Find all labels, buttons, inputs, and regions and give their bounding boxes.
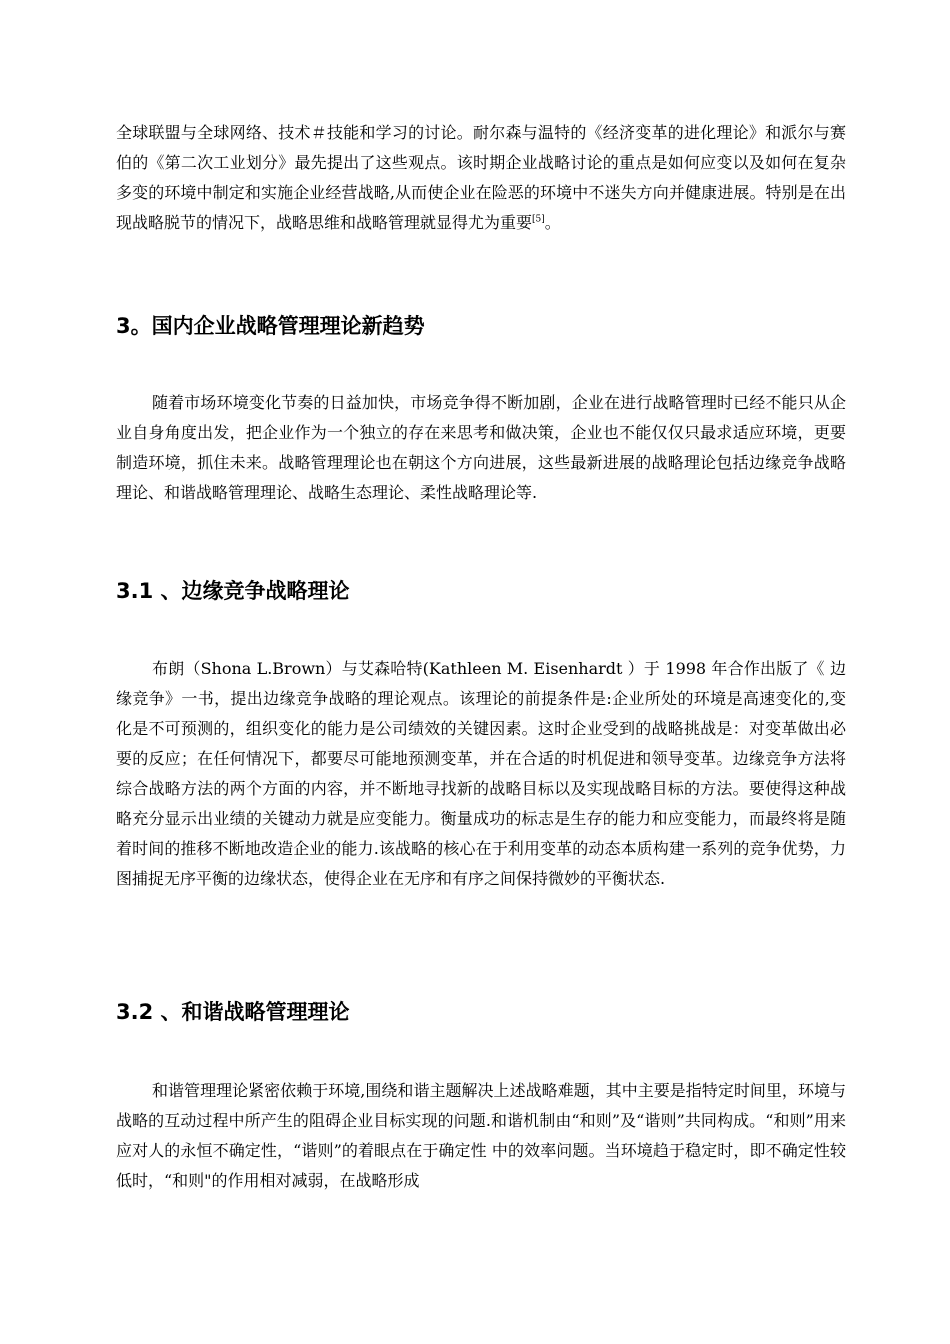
heading-section-3-2: 3.2 、和谐战略管理理论 bbox=[116, 1000, 350, 1024]
paragraph-intro-end: 。 bbox=[544, 213, 561, 232]
heading-section-3-1: 3.1 、边缘竞争战略理论 bbox=[116, 579, 350, 603]
paragraph-section-3-1: 布朗（Shona L.Brown）与艾森哈特(Kathleen M. Eisenhardt ）于 1998 年合作出版了《 边缘竞争》一书，提出边缘竞争战略的理论观点。该理论的前提条件是:企业所处的环境是高速变化的,变化是不可预测的，组织变化的能力是公司绩效的关键因素。这时企业受到的战略挑战是：对变革做出必要的反应；在任何情况下，都要尽可能地预测变革，并在合适的时机促进和领导变革。边缘竞争方法将综合战略方法的两个方面的内容，并不断地寻找新的战略目标以及实现战略目标的方法。要使得这种战略充分显示出业绩的关键动力就是应变能力。衡量成功的标志是生存的能力和应变能力，而最终将是随着时间的推移不断地改造企业的能力.该战略的核心在于利用变革的动态本质构建一系列的竞争优势，力图捕捉无序平衡的边缘状态，使得企业在无序和有序之间保持微妙的平衡状态. bbox=[116, 659, 846, 888]
heading-section-3: 3。国内企业战略管理理论新趋势 bbox=[116, 314, 425, 338]
paragraph-section-3: 随着市场环境变化节奏的日益加快，市场竞争得不断加剧，企业在进行战略管理时已经不能只从企业自身角度出发，把企业作为一个独立的存在来思考和做决策，企业也不能仅仅只最求适应环境，更要制造环境，抓住未来。战略管理理论也在朝这个方向进展，这些最新进展的战略理论包括边缘竞争战略理论、和谐战略管理理论、战略生态理论、柔性战略理论等. bbox=[116, 393, 846, 502]
paragraph-intro-text: 全球联盟与全球网络、技术＃技能和学习的讨论。耐尔森与温特的《经济变革的进化理论》和派尔与赛伯的《第二次工业划分》最先提出了这些观点。该时期企业战略讨论的重点是如何应变以及如何在复杂多变的环境中制定和实施企业经营战略,从而使企业在险恶的环境中不迷失方向并健康进展。特别是在出现战略脱节的情况下，战略思维和战略管理就显得尤为重要 bbox=[116, 123, 846, 232]
paragraph-section-3-2: 和谐管理理论紧密依赖于环境,围绕和谐主题解决上述战略难题，其中主要是指特定时间里，环境与战略的互动过程中所产生的阻碍企业目标实现的问题.和谐机制由“和则”及“谐则”共同构成。“和则”用来应对人的永恒不确定性，“谐则”的着眼点在于确定性 中的效率问题。当环境趋于稳定时，即不确定性较低时，“和则"的作用相对减弱，在战略形成 bbox=[116, 1081, 846, 1190]
citation-ref: [5] bbox=[532, 214, 545, 225]
paragraph-intro bbox=[116, 118, 846, 238]
